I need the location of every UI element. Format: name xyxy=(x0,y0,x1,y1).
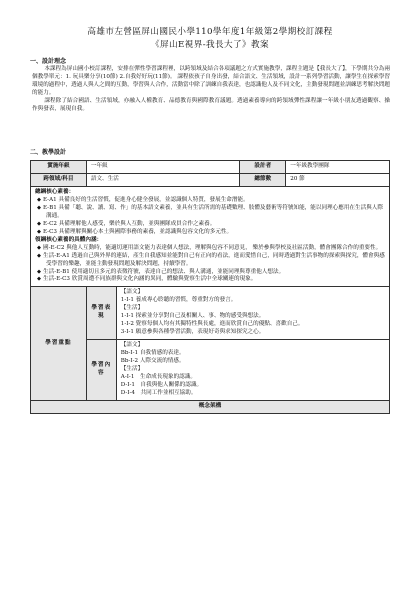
concept-framework-row xyxy=(31,400,390,413)
core-competency-list xyxy=(35,197,385,237)
subject-value: 語文、生活 xyxy=(86,174,240,187)
learning-performance-line: 1-I-2 覺察每個人均有其獨特性與長處，進而欣賞自己的優點、喜歡自己。 xyxy=(120,321,304,328)
learning-performance-line: 1-I-1 探索並分享對自己及相關人、事、物的感受與想法。 xyxy=(120,313,265,320)
competency-text: 欣賞周遭不同族群與文化內涵的異同，體驗與覺察生活中全球關連的現象。 xyxy=(71,276,257,283)
learning-content-line: A-I-1 生命成長現象的認識。 xyxy=(120,373,196,380)
competency-code: E-C3 xyxy=(43,228,59,235)
learning-performance-label: 學習表現 xyxy=(86,287,116,340)
subject-label: 跨領域/科目 xyxy=(31,174,87,187)
learning-performance-group-heading: 【生活】 xyxy=(120,305,144,312)
competency-code: 生活-E-A1 xyxy=(43,252,72,259)
competency-item xyxy=(35,221,385,229)
competency-text: 與他人互動時，能適切運用語文能力表達個人想法，理解與包容不同意見， 樂於參與學校及社區活動，體會團隊合作的重要性。 xyxy=(66,244,382,251)
competency-item xyxy=(35,253,385,269)
core-competency-heading: 總綱核心素養： xyxy=(35,189,75,196)
competency-item xyxy=(35,276,385,284)
domain-competency-heading: 領綱核心素養的具體內涵： xyxy=(35,236,103,243)
title-line-2: 《屏山E視界-我長大了》教案 xyxy=(151,40,269,51)
learning-content-group-heading: 【生活】 xyxy=(120,365,144,372)
subject-sessions-row xyxy=(31,174,390,187)
learning-performance-line: 3-I-1 願意參與各種學習活動，表現好奇與求知探究之心。 xyxy=(120,329,265,336)
competency-code: 生活-E-C3 xyxy=(43,276,72,283)
competency-item xyxy=(35,229,385,237)
diamond-bullet-icon: ◆ xyxy=(37,268,41,275)
grade-value: 一年級 xyxy=(86,161,240,174)
designer-value: 一年級教學團隊 xyxy=(286,161,390,174)
competency-text: 具備理解他人感受，樂於與人互動，並與團隊成員合作之素養。 xyxy=(58,220,216,227)
diamond-bullet-icon: ◆ xyxy=(37,244,41,251)
grade-designer-row xyxy=(31,161,390,174)
design-concept-paragraph-2: 課程除了結合國語、生活領域，亦融入人權教育、品德教育與國際教育議題。透過素養導向的跨領域彈性課程讓一年級小朋友透過觀察、操作與發表，展現自我。 xyxy=(32,97,390,112)
competency-text: 具備理解與關心本土與國際事務的素養，並認識與包容文化的多元性。 xyxy=(58,228,233,235)
learning-content-content xyxy=(116,340,389,401)
learning-performance-row xyxy=(31,287,390,340)
learning-performance-line: 1-I-1 養成專心聆聽的習慣，尊重對方的發言。 xyxy=(120,297,237,304)
competency-code: E-B1 xyxy=(43,205,59,212)
competency-text: 使用適切且多元的表徵符號，表達自己的想法、與人溝通，並能同理與尊重他人想法。 xyxy=(71,268,285,275)
design-concept-paragraph-1: 本課程為屏山國小校訂課程，安排在彈性學習課程裡，以跨領域及結合各項議題之方式實施教學，課程主題是【我長大了】，下學期共分為兩個教學單元：1. 玩具樂分享(10節) 2.自我好好玩(11節)。 課程依孩子自身出發，結合語文、生活領域，設計一系列學習活動，讓學生在探索學習環境的過程中，透過人與人之間的互動，學習與人合作，活動當中除了訓練自我表達，也認識他人及不同文化，主動發現問題並訓練思考解決問題的能力。 xyxy=(32,66,391,96)
diamond-bullet-icon: ◆ xyxy=(37,220,41,227)
diamond-bullet-icon: ◆ xyxy=(37,197,41,204)
competency-text: 具備良好的生活習慣，促進身心健全發展，並認識個人特質，發展生命潛能。 xyxy=(58,197,249,204)
concept-framework-label: 概念架構 xyxy=(31,400,390,413)
learning-content-line: Bb-I-2 人際交流的情感。 xyxy=(120,357,185,364)
competency-item xyxy=(35,245,385,253)
sessions-value: 20 節 xyxy=(286,174,390,187)
competency-text: 透過自己與外界的連結，產生自我感知並能對自己有正向的看法，進而愛惜自己，同時透過對生活事物的探索與探究，體會與感受學習的樂趣，並能主動發現問題及解決問題，持續學習。 xyxy=(46,252,385,267)
diamond-bullet-icon: ◆ xyxy=(37,276,41,283)
learning-content-label: 學習內容 xyxy=(86,340,116,401)
competency-code: E-A1 xyxy=(43,197,59,204)
competency-item xyxy=(35,197,385,205)
competencies-cell xyxy=(31,187,390,287)
section-heading-teaching-design: 二、教學設計 xyxy=(30,148,67,156)
grade-label: 實施年級 xyxy=(31,161,87,174)
learning-performance-group-heading: 【語文】 xyxy=(120,289,144,296)
learning-content-line: D-I-1 自我與他人關係的認識。 xyxy=(120,381,203,388)
domain-competency-list xyxy=(35,245,385,285)
competency-code: E-C2 xyxy=(43,220,59,227)
competency-text: 具備「聽、說、讀、寫、作」的基本語文素養，並具有生活所需的基礎數理、肢體及藝術等符號知能，能以同理心應用在生活與人際溝通。 xyxy=(46,205,383,219)
diamond-bullet-icon: ◆ xyxy=(37,205,41,212)
competency-item xyxy=(35,205,385,221)
competencies-row xyxy=(31,187,390,287)
document-title xyxy=(30,26,390,53)
learning-content-line: D-I-4 共同工作並相互協助。 xyxy=(120,389,197,396)
learning-focus-label: 學習重點 xyxy=(31,287,87,400)
title-line-1: 高雄市左營區屏山國民小學110學年度1年級第2學期校訂課程 xyxy=(87,27,333,37)
diamond-bullet-icon: ◆ xyxy=(37,228,41,235)
section-heading-design-concept: 一、設計理念 xyxy=(30,57,67,65)
learning-performance-content xyxy=(116,287,389,340)
learning-content-group-heading: 【語文】 xyxy=(120,342,144,349)
learning-content-line: Bb-I-1 自我情感的表達。 xyxy=(120,349,185,356)
diamond-bullet-icon: ◆ xyxy=(37,252,41,259)
competency-code: 生活-E-B1 xyxy=(43,268,72,275)
teaching-design-table xyxy=(30,160,390,413)
sessions-label: 總節數 xyxy=(240,174,286,187)
designer-label: 設計者 xyxy=(240,161,286,174)
competency-code: 國-E-C2 xyxy=(43,244,67,251)
